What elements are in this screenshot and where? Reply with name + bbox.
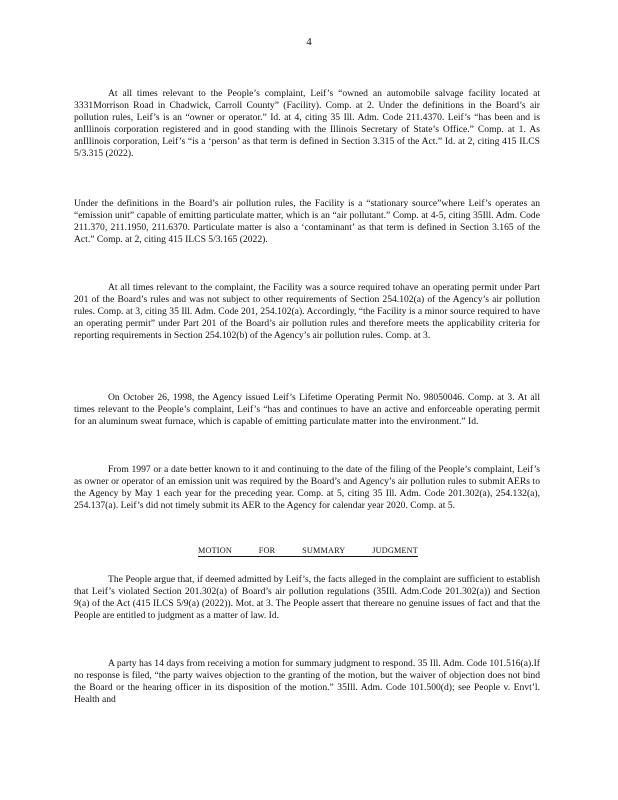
section-heading [198, 546, 418, 557]
paragraph-6: The People argue that, if deemed admitted by Leif’s, the facts alleged in the complaint are sufficient to establish that Leif’s violated Section 201.302(a) of Board’s air pollution regulations (35Ill. Adm.Code 201.302(a)) and Section 9(a) of the Act (415 ILCS 5/9(a) (2022)). Mot. at 3. The People assert that thereare no genuine issues of fact and that the People are entitled to judgment as a matter of law. Id. [74, 574, 540, 622]
paragraph-3: At all times relevant to the complaint, the Facility was a source required tohave an operating permit under Part 201 of the Board’s rules and was not subject to other requirements of Section 254.102(a) of the Agency’s air pollution rules. Comp. at 3, citing 35 Ill. Adm. Code 201, 254.102(a). Accordingly, “the Facility is a minor source required to have an operating permit” under Part 201 of the Board’s air pollution rules and therefore meets the applicability criteria for reporting requirements in Section 254.102(b) of the Agency’s air pollution rules. Comp. at 3. [74, 282, 540, 342]
heading-word: SUMMARY [302, 546, 346, 555]
heading-word: MOTION [198, 546, 232, 555]
paragraph-2: Under the definitions in the Board’s air pollution rules, the Facility is a “stationary source”where Leif’s operates an “emission unit” capable of emitting particulate matter, which is an “air pollutant.” Comp. at 4-5, citing 35Ill. Adm. Code 211.370, 211.1950, 211.6370. Particulate matter is also a ‘contaminant’ as that term is defined in Section 3.165 of the Act.” Comp. at 2, citing 415 ILCS 5/3.165 (2022). [74, 198, 540, 246]
paragraph-4: On October 26, 1998, the Agency issued Leif’s Lifetime Operating Permit No. 98050046. Comp. at 3. At all times relevant to the People’s complaint, Leif’s “has and continues to have an active and enforceable operating permit for an aluminum sweat furnace, which is capable of emitting particulate matter into the environment.” Id. [74, 392, 540, 428]
heading-word: JUDGMENT [372, 546, 418, 555]
paragraph-1: At all times relevant to the People’s complaint, Leif’s “owned an automobile salvage facility located at 3331Morrison Road in Chadwick, Carroll County” (Facility). Comp. at 2. Under the definitions in the Board’s air pollution rules, Leif’s is an “owner or operator.” Id. at 4, citing 35 Ill. Adm. Code 211.4370. Leif’s “has been and is anIllinois corporation registered and in good standing with the Illinois Secretary of State’s Office.” Comp. at 1. As anIllinois corporation, Leif’s “is a ‘person’ as that term is defined in Section 3.315 of the Act.” Id. at 2, citing 415 ILCS 5/3.315 (2022). [74, 88, 540, 160]
paragraph-5: From 1997 or a date better known to it and continuing to the date of the filing of the People’s complaint, Leif’s as owner or operator of an emission unit was required by the Board’s and Agency’s air pollution rules to submit AERs to the Agency by May 1 each year for the preceding year. Comp. at 5, citing 35 Ill. Adm. Code 201.302(a), 254.132(a), 254.137(a). Leif’s did not timely submit its AER to the Agency for calendar year 2020. Comp. at 5. [74, 464, 540, 512]
paragraph-7: A party has 14 days from receiving a motion for summary judgment to respond. 35 Ill. Adm. Code 101.516(a).If no response is filed, “the party waives objection to the granting of the motion, but the waiver of objection does not bind the Board or the hearing officer in its disposition of the motion.” 35Ill. Adm. Code 101.500(d); see People v. Envt’l. Health and [74, 658, 540, 706]
page-number: 4 [306, 36, 312, 48]
heading-word: FOR [258, 546, 276, 555]
